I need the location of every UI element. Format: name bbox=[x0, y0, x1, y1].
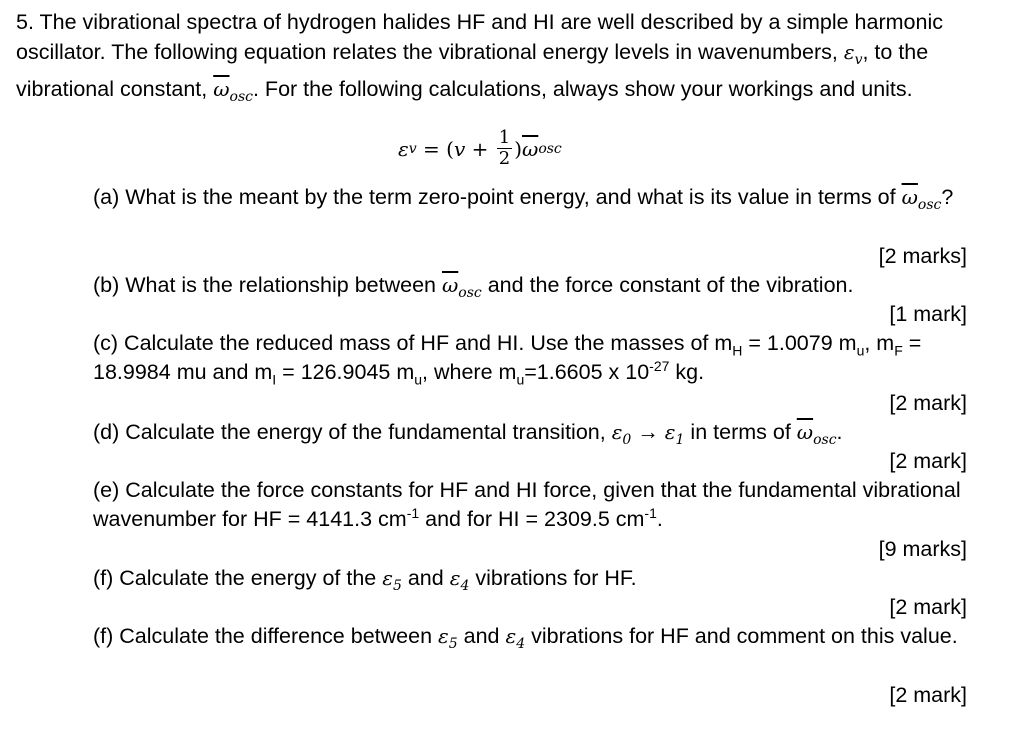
question-number: 5. bbox=[16, 10, 34, 34]
part-f-difference-marks: [2 mark] bbox=[889, 683, 967, 707]
part-c-marks: [2 mark] bbox=[889, 391, 967, 415]
part-f-energy-marks: [2 mark] bbox=[889, 595, 967, 619]
part-e: (e) Calculate the force constants for HF and HI force, given that the fundamental vibrational wavenumber for HF = 4141.3 $cm^{-1}$ and for HI = 2309.5 $cm^{-1}$. bbox=[93, 478, 961, 531]
intro-text-a: The vibrational spectra of hydrogen halides HF and HI are well described by a simple harmonic oscillator. The following equation relates the vibrational energy levels in wavenumbers, bbox=[16, 10, 943, 64]
part-e-marks: [9 marks] bbox=[878, 537, 967, 561]
question-intro bbox=[16, 8, 1006, 113]
part-c: (c) Calculate the reduced mass of HF and HI. Use the masses of $m_H = 1.0079$ $m_u$, $m_F = 18.9984$ mu and $m_I = 126.9045$ $m_u$, where $m_u=1.6605$ x $10^{-27}$ kg. bbox=[93, 331, 922, 388]
one-half-fraction: $\frac{1}{2}$ bbox=[498, 127, 511, 169]
part-b: (b) What is the relationship between $\overline{\omega}_{osc}$ and the force constant of the vibration. bbox=[93, 273, 854, 301]
intro-text-b: , to the vibrational constant, bbox=[16, 39, 929, 101]
part-f-energy: (f) Calculate the energy of the $\varepsilon_5$ and $\varepsilon_4$ vibrations for HF. bbox=[93, 566, 637, 594]
part-a: (a) What is the meant by the term zero-point energy, and what is its value in terms of $\overline{\omega}_{osc}$? bbox=[93, 185, 954, 213]
part-d: (d) Calculate the energy of the fundamental transition, $\varepsilon_0 \to \varepsilon_1$ in terms of $\overline{\omega}_{osc}$. bbox=[93, 420, 843, 448]
energy-level-equation: ε v = ( v + $\frac{1}{2}$ ) $\overline{\omega}$ osc bbox=[398, 127, 562, 169]
part-d-marks: [2 mark] bbox=[889, 449, 967, 473]
intro-text-c: . For the following calculations, always show your workings and units. bbox=[252, 77, 913, 101]
omega-osc-symbol: $\overline{\omega}_{osc}$ bbox=[213, 77, 253, 105]
part-f-difference: (f) Calculate the difference between $\varepsilon_5$ and $\varepsilon_4$ vibrations for HF and comment on this value. bbox=[93, 624, 958, 652]
part-b-marks: [1 mark] bbox=[889, 302, 967, 326]
part-a-marks: [2 marks] bbox=[878, 244, 967, 268]
epsilon-v-symbol: $\varepsilon_v$ bbox=[843, 39, 863, 68]
